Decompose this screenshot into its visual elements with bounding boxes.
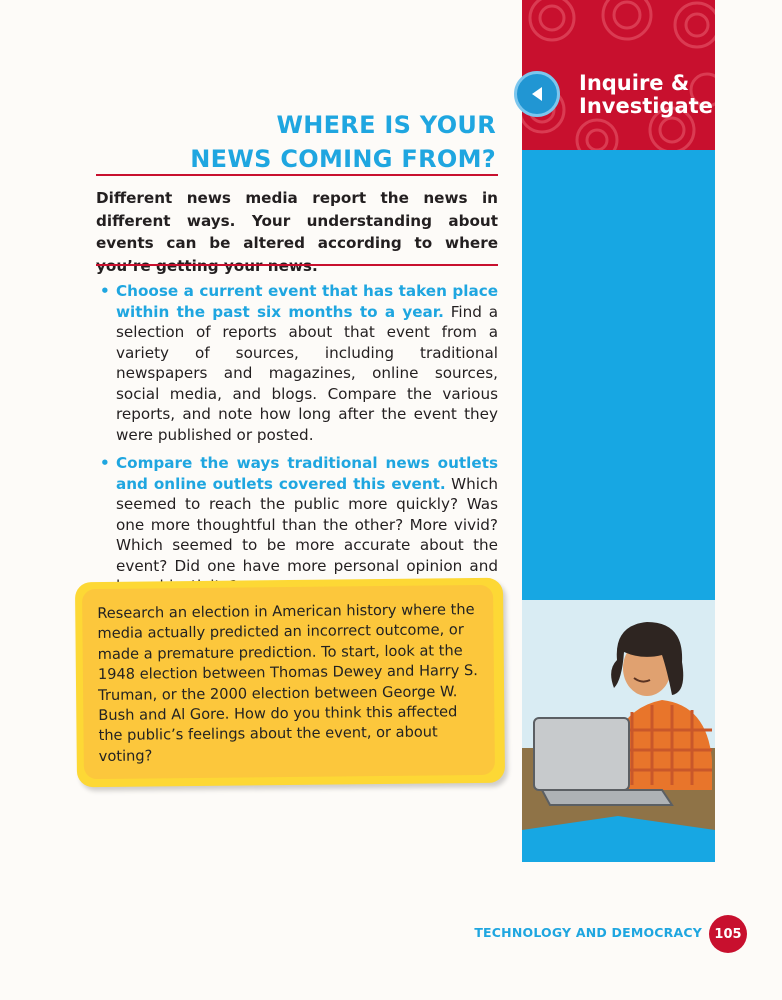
heading-rule (96, 174, 498, 176)
list-item (100, 453, 498, 597)
badge-line-2: Investigate (579, 94, 713, 118)
bullet-dot: • (100, 454, 110, 472)
page-number: 105 (709, 915, 747, 953)
back-button[interactable] (514, 71, 560, 117)
bullet-dot: • (100, 282, 110, 300)
section-badge (579, 72, 713, 118)
heading-line-2: NEWS COMING FROM? (190, 145, 496, 173)
triangle-left-icon (528, 84, 548, 104)
bullet-body: Which seemed to reach the public more quickly? Was one more thoughtful than the other? More vivid? Which seemed to be more accurate about the event? Did one have more personal opinion and (116, 474, 498, 575)
activity-list (100, 281, 498, 605)
intro-paragraph: Different news media report the news in different ways. Your understanding about events can be altered according to where (96, 189, 498, 252)
heading-line-1: WHERE IS YOUR (276, 111, 496, 139)
illustration-laptop-user (522, 600, 715, 840)
bullet-lead: Compare the ways traditional news outlets and online outlets covered this event. (116, 454, 498, 493)
footer-section-label: TECHNOLOGY AND DEMOCRACY (474, 925, 702, 940)
bullet-lead: Choose a current event that has taken place within the past six months to a year. (116, 282, 498, 321)
bullet-body: Find a selection of reports about that event from a variety of sources, including traditional newspapers and magazines, online sources, social media, and blogs. Compare the various reports, and note how long after the event they were published or posted. (116, 302, 499, 444)
list-item (100, 281, 498, 445)
sticky-note-text: Research an election in American history where the media actually predicted an incorrect outcome, or made a premature prediction. To start, look at the 1948 election between Thomas Dewey and Harry S. Truman, or the 2000 election between George W. Bush and Al Gore. How do you think this affected the public’s feelings about the event, or about voting? (97, 601, 478, 765)
page-heading (76, 108, 496, 176)
badge-line-1: Inquire & (579, 71, 690, 95)
sticky-note (75, 578, 505, 787)
intro-rule (96, 264, 498, 266)
